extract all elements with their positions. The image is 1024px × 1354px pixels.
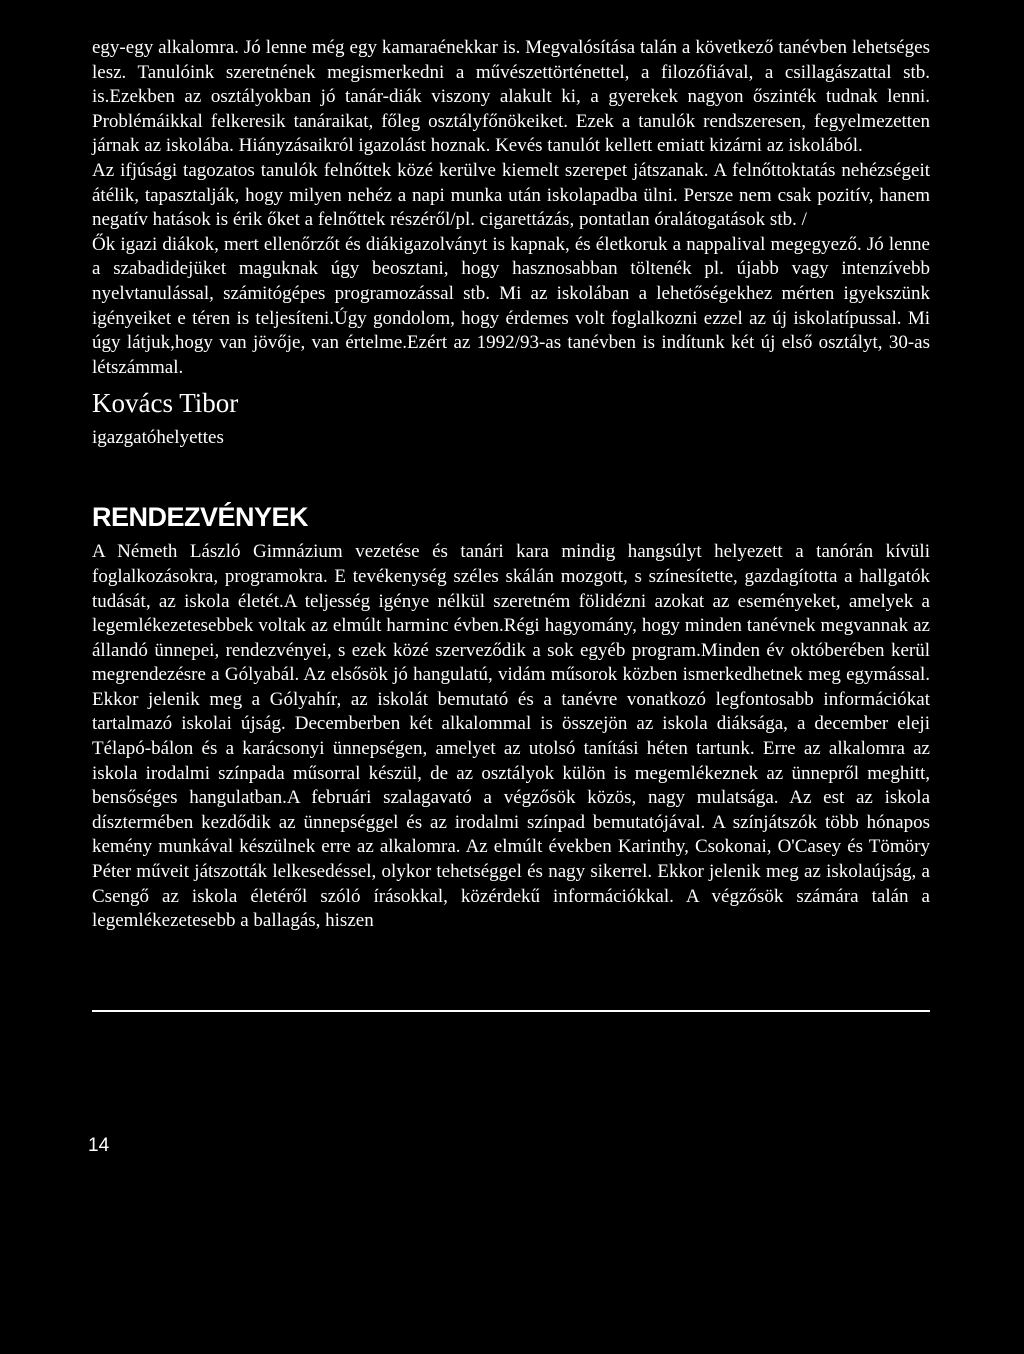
section-title: RENDEZVÉNYEK [92,502,309,533]
body-paragraph-3: Ők igazi diákok, mert ellenőrzőt és diákigazolványt is kapnak, és életkoruk a nappalival megegyező. Jó lenne a szabadidejüket maguknak úgy beosztani, hogy hasznosabban töltenék pl. újabb vagy intenzívebb nyelvtanulással, számitógépes programozással stb. Mi az iskolában a lehetőségekhez mérten igyekszünk igényeiket e téren is teljesíteni.Úgy gondolom, hogy érdemes volt foglalkozni ezzel az új iskolatípussal. Mi úgy látjuk,hogy van jövője, van értelme.Ezért az 1992/93-as tanévben is indítunk két új első osztályt, 30-as létszámmal. [92,233,930,378]
page-number: 14 [88,1135,110,1156]
page-content [92,36,930,934]
author-role: igazgatóhelyettes [92,427,224,449]
author-name: Kovács Tibor [92,388,239,419]
body-paragraph-1: egy-egy alkalomra. Jó lenne még egy kamaraénekkar is. Megvalósítása talán a következő tanévben lehetséges lesz. Tanulóink szeretnének megismerkedni a művészettörténettel, a filozófiával, a csillagászattal stb. is.Ezekben az osztályokban jó tanár-diák viszony alakult ki, a gyerekek nagyon őszinték tudnak lenni. Problémáikkal felkeresik tanáraikat, főleg osztályfőnökeiket. Ezek a tanulók rendszeresen, fegyelmezetten járnak az iskolába. Hiányzásaikról igazolást hoznak. Kevés tanulót kellett emiatt kizárni az iskolából. [92,37,930,157]
bottom-rule [92,1010,930,1012]
body-paragraph-2: Az ifjúsági tagozatos tanulók felnőttek közé kerülve kiemelt szerepet játszanak. A felnőttoktatás nehézségeit átélik, tapasztalják, hogy milyen nehéz a napi munka után iskolapadba ülni. Persze nem csak pozitív, hanem negatív hatások is érik őket a felnőttek részéről/pl. cigarettázás, pontatlan óralátogatások stb. / [92,159,930,231]
section-paragraph: A Németh László Gimnázium vezetése és tanári kara mindig hangsúlyt helyezett a tanórán kívüli foglalkozásokra, programokra. E tevékenység széles skálán mozgott, s színesítette, gazdagította a hallgatók tudását, az iskola életét.A teljesség igénye nélkül szeretném fölidézni azokat az eseményeket, amelyek a legemlékezetesebbek voltak az elmúlt harminc évben.Régi hagyomány, hogy minden tanévnek megvannak az állandó ünnepei, rendezvényei, s ezek közé szerveződik a sok egyéb program.Minden év októberében kerül megrendezésre a Gólyabál. Az elsősök jó hangulatú, vidám műsorok közben ismerkedhetnek meg egymással. Ekkor jelenik meg a Gólyahír, az iskolát bemutató és a tanévre vonatkozó legfontosabb információkat tartalmazó iskolai újság. Decemberben két alkalommal is összejön az iskola diáksága, a december eleji Télapó-bálon és a karácsonyi ünnepségen, amelyet az utolsó tanítási héten tartunk. Erre az alkalomra az iskola irodalmi színpada műsorral készül, de az osztályok külön is megemlékeznek az ünnepről meghitt, bensőséges hangulatban.A februári szalagavató a végzősök közös, nagy mulatsága. Az est az iskola dísztermében kezdődik az ünnepséggel és az irodalmi színpad bemutatójával. A színjátszók több hónapos kemény munkával készülnek erre az alkalomra. Az elmúlt években Karinthy, Csokonai, O'Casey és Tömöry Péter műveit játszották lelkesedéssel, olykor tehetséggel és nagy sikerrel. Ekkor jelenik meg az iskolaújság, a Csengő az iskola életéről szóló írásokkal, közérdekű információkkal. A végzősök számára talán a legemlékezetesebb a ballagás, hiszen [92,541,930,932]
